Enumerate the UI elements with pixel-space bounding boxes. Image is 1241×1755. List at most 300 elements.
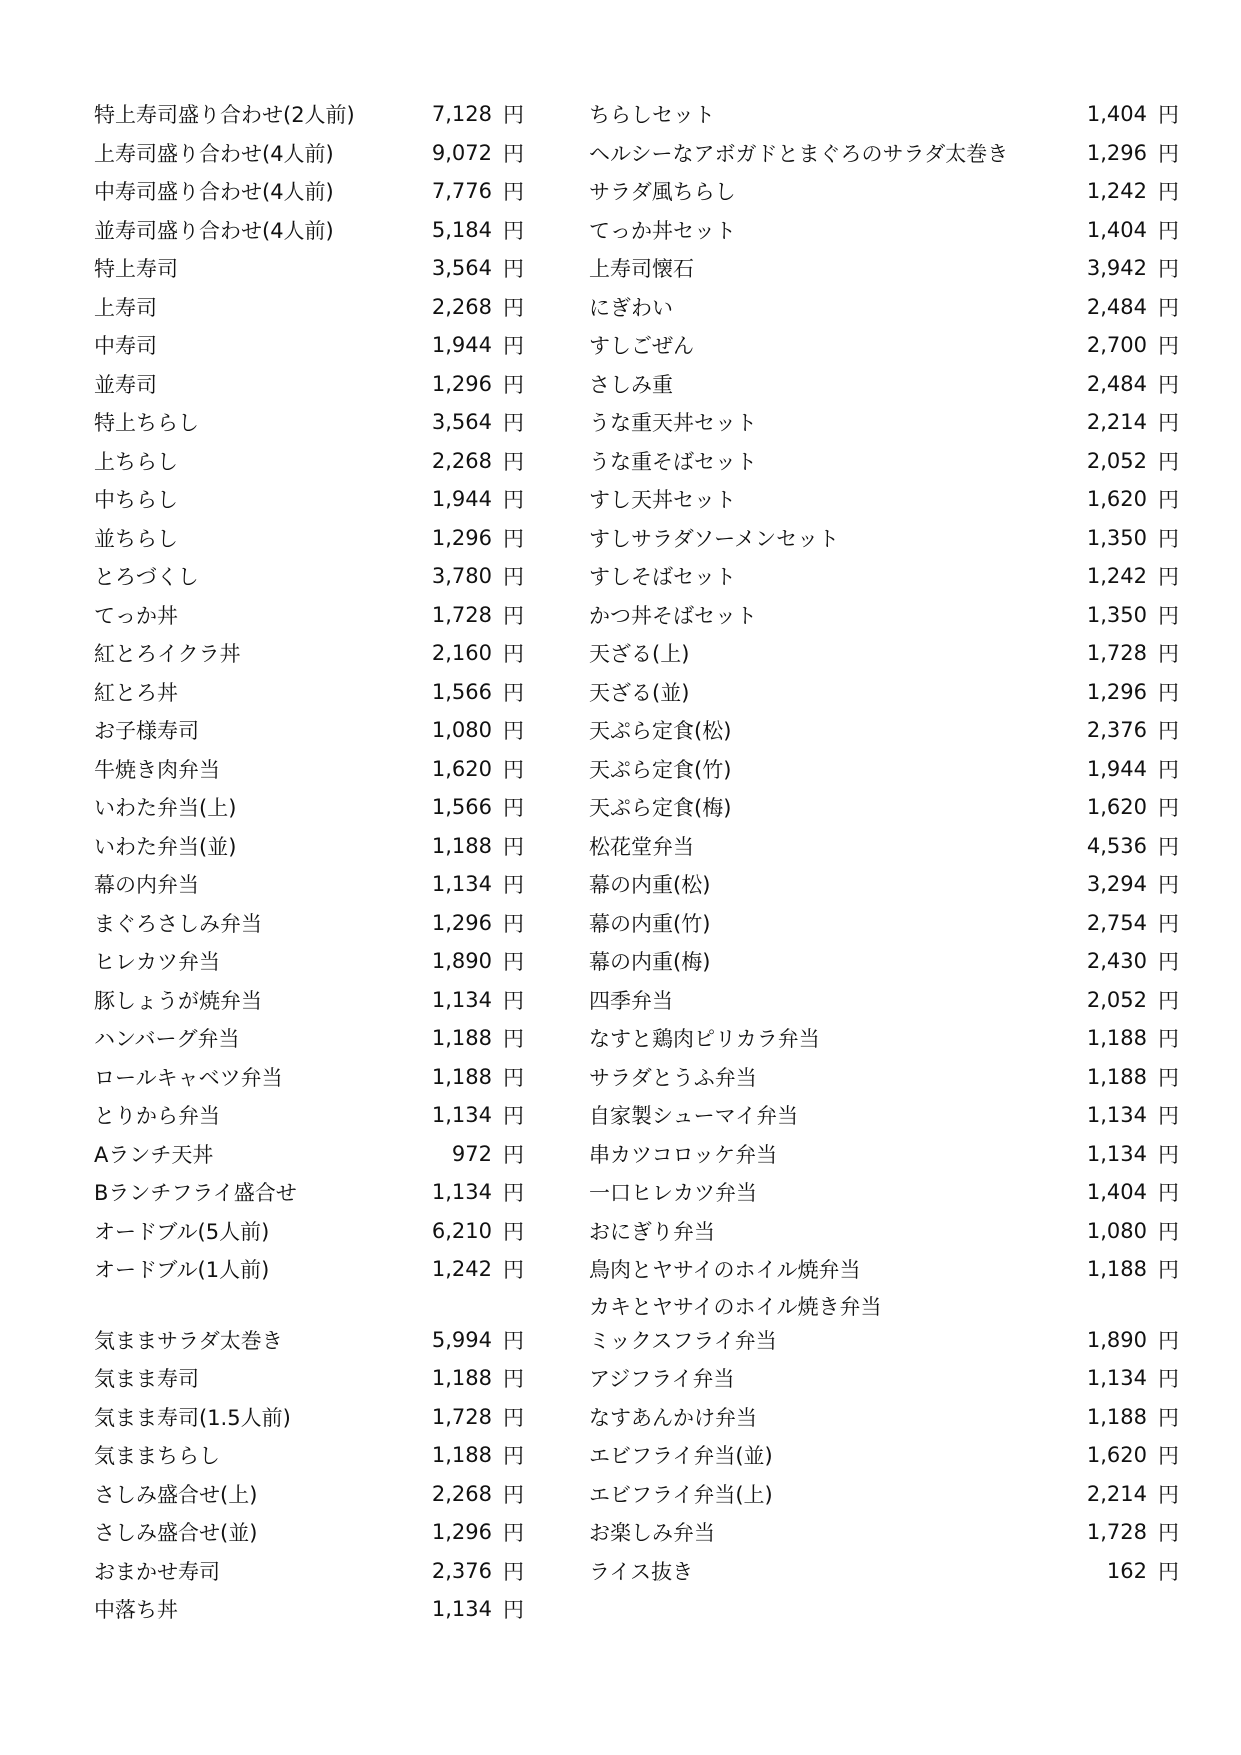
item-price: 7,128 bbox=[431, 102, 492, 127]
menu-item bbox=[94, 865, 524, 904]
currency-label: 円 bbox=[1158, 1559, 1179, 1584]
item-name: 特上ちらし bbox=[94, 411, 199, 436]
item-price: 1,188 bbox=[1086, 1064, 1147, 1089]
item-price: 2,484 bbox=[1086, 371, 1147, 396]
item-price: 1,620 bbox=[1086, 487, 1147, 512]
menu-item bbox=[94, 365, 524, 404]
currency-label: 円 bbox=[503, 719, 524, 744]
item-name: 天ざる(並) bbox=[589, 680, 690, 705]
item-name: ちらしセット bbox=[589, 103, 715, 128]
item-name: てっか丼セット bbox=[589, 218, 736, 243]
item-price: 1,620 bbox=[1086, 795, 1147, 820]
currency-label: 円 bbox=[503, 1328, 524, 1353]
menu-item bbox=[589, 673, 1179, 712]
menu-item bbox=[589, 827, 1179, 866]
item-name: かつ丼そばセット bbox=[589, 603, 757, 628]
currency-label: 円 bbox=[503, 950, 524, 975]
menu-item bbox=[589, 172, 1179, 211]
item-name: 特上寿司盛り合わせ(2人前) bbox=[94, 103, 355, 128]
currency-label: 円 bbox=[1158, 642, 1179, 667]
menu-item bbox=[94, 673, 524, 712]
item-name: エビフライ弁当(並) bbox=[589, 1444, 773, 1469]
menu-item-unpriced bbox=[589, 1289, 1179, 1321]
currency-label: 円 bbox=[503, 1598, 524, 1623]
item-name: いわた弁当(上) bbox=[94, 796, 237, 821]
item-name: 並寿司 bbox=[94, 372, 157, 397]
currency-label: 円 bbox=[1158, 1367, 1179, 1392]
item-name: 松花堂弁当 bbox=[589, 834, 694, 859]
menu-item bbox=[94, 981, 524, 1020]
menu-item bbox=[94, 326, 524, 365]
currency-label: 円 bbox=[503, 988, 524, 1013]
currency-label: 円 bbox=[1158, 103, 1179, 128]
item-price: 1,350 bbox=[1086, 525, 1147, 550]
item-price: 1,242 bbox=[1086, 564, 1147, 589]
item-name: 上ちらし bbox=[94, 449, 178, 474]
currency-label: 円 bbox=[503, 449, 524, 474]
item-price: 1,404 bbox=[1086, 102, 1147, 127]
right-group-1 bbox=[589, 95, 1179, 1289]
item-name: ヘルシーなアボガドとまぐろのサラダ太巻き bbox=[589, 141, 1009, 166]
item-price: 1,080 bbox=[1086, 1218, 1147, 1243]
currency-label: 円 bbox=[503, 257, 524, 282]
item-price: 2,430 bbox=[1086, 949, 1147, 974]
currency-label: 円 bbox=[1158, 950, 1179, 975]
currency-label: 円 bbox=[503, 873, 524, 898]
currency-label: 円 bbox=[503, 526, 524, 551]
menu-item bbox=[94, 750, 524, 789]
menu-item bbox=[589, 1212, 1179, 1251]
item-price: 2,052 bbox=[1086, 987, 1147, 1012]
item-name: うな重天丼セット bbox=[589, 411, 757, 436]
menu-item bbox=[589, 788, 1179, 827]
currency-label: 円 bbox=[503, 911, 524, 936]
item-price: 1,296 bbox=[431, 910, 492, 935]
item-name: 四季弁当 bbox=[589, 988, 673, 1013]
currency-label: 円 bbox=[1158, 1258, 1179, 1283]
menu-item bbox=[94, 1019, 524, 1058]
item-name: にぎわい bbox=[589, 295, 673, 320]
item-name: 幕の内重(松) bbox=[589, 873, 711, 898]
item-name: 並寿司盛り合わせ(4人前) bbox=[94, 218, 334, 243]
item-price: 1,296 bbox=[1086, 140, 1147, 165]
menu-item bbox=[94, 711, 524, 750]
item-price: 1,242 bbox=[431, 1257, 492, 1282]
menu-item bbox=[589, 1173, 1179, 1212]
menu-item bbox=[94, 1173, 524, 1212]
currency-label: 円 bbox=[1158, 180, 1179, 205]
item-name: すしそばセット bbox=[589, 565, 736, 590]
currency-label: 円 bbox=[1158, 565, 1179, 590]
currency-label: 円 bbox=[503, 1219, 524, 1244]
right-menu-column bbox=[589, 95, 1179, 1590]
item-price: 162 bbox=[1106, 1558, 1147, 1583]
item-price: 1,890 bbox=[1086, 1327, 1147, 1352]
item-name: おにぎり弁当 bbox=[589, 1219, 715, 1244]
item-price: 1,134 bbox=[1086, 1103, 1147, 1128]
item-price: 1,134 bbox=[431, 1180, 492, 1205]
currency-label: 円 bbox=[1158, 1219, 1179, 1244]
item-price: 1,188 bbox=[1086, 1257, 1147, 1282]
right-group-2 bbox=[589, 1321, 1179, 1591]
item-price: 1,188 bbox=[1086, 1404, 1147, 1429]
item-name: 串カツコロッケ弁当 bbox=[589, 1142, 778, 1167]
item-price: 1,296 bbox=[431, 525, 492, 550]
currency-label: 円 bbox=[503, 295, 524, 320]
item-name: オードブル(1人前) bbox=[94, 1258, 270, 1283]
item-name: 上寿司懐石 bbox=[589, 257, 694, 282]
item-name: 中ちらし bbox=[94, 488, 178, 513]
currency-label: 円 bbox=[1158, 603, 1179, 628]
currency-label: 円 bbox=[503, 642, 524, 667]
item-price: 1,620 bbox=[1086, 1443, 1147, 1468]
menu-item bbox=[94, 249, 524, 288]
item-name: すし天丼セット bbox=[589, 488, 736, 513]
currency-label: 円 bbox=[1158, 526, 1179, 551]
currency-label: 円 bbox=[1158, 218, 1179, 243]
currency-label: 円 bbox=[503, 334, 524, 359]
item-price: 5,994 bbox=[431, 1327, 492, 1352]
item-price: 2,700 bbox=[1086, 333, 1147, 358]
left-group-2 bbox=[94, 1321, 524, 1629]
item-name: 中寿司盛り合わせ(4人前) bbox=[94, 180, 334, 205]
item-name: サラダ風ちらし bbox=[589, 180, 736, 205]
menu-item bbox=[589, 1359, 1179, 1398]
currency-label: 円 bbox=[503, 1482, 524, 1507]
item-price: 1,944 bbox=[431, 487, 492, 512]
item-name: まぐろさしみ弁当 bbox=[94, 911, 262, 936]
currency-label: 円 bbox=[1158, 257, 1179, 282]
item-price: 2,052 bbox=[1086, 448, 1147, 473]
item-price: 2,484 bbox=[1086, 294, 1147, 319]
item-name: Aランチ天丼 bbox=[94, 1142, 214, 1167]
currency-label: 円 bbox=[1158, 796, 1179, 821]
menu-item bbox=[94, 288, 524, 327]
item-name: 天ざる(上) bbox=[589, 642, 690, 667]
item-price: 1,188 bbox=[431, 1366, 492, 1391]
currency-label: 円 bbox=[503, 796, 524, 821]
currency-label: 円 bbox=[1158, 719, 1179, 744]
item-price: 2,376 bbox=[431, 1558, 492, 1583]
currency-label: 円 bbox=[503, 1027, 524, 1052]
currency-label: 円 bbox=[1158, 295, 1179, 320]
item-price: 1,404 bbox=[1086, 217, 1147, 242]
item-price: 1,134 bbox=[431, 1597, 492, 1622]
menu-item bbox=[589, 326, 1179, 365]
currency-label: 円 bbox=[1158, 873, 1179, 898]
item-price: 1,188 bbox=[431, 1064, 492, 1089]
currency-label: 円 bbox=[1158, 334, 1179, 359]
item-name: うな重そばセット bbox=[589, 449, 757, 474]
item-name: カキとヤサイのホイル焼き弁当 bbox=[589, 1294, 882, 1319]
item-price: 1,296 bbox=[431, 371, 492, 396]
item-name: 自家製シューマイ弁当 bbox=[589, 1104, 799, 1129]
item-price: 1,566 bbox=[431, 795, 492, 820]
menu-item bbox=[589, 1513, 1179, 1552]
item-price: 2,160 bbox=[431, 641, 492, 666]
menu-item bbox=[589, 557, 1179, 596]
item-name: 気まま寿司 bbox=[94, 1367, 199, 1392]
item-price: 5,184 bbox=[431, 217, 492, 242]
item-price: 2,754 bbox=[1086, 910, 1147, 935]
currency-label: 円 bbox=[503, 680, 524, 705]
menu-item bbox=[94, 1475, 524, 1514]
item-price: 1,242 bbox=[1086, 179, 1147, 204]
item-price: 1,134 bbox=[1086, 1366, 1147, 1391]
menu-item bbox=[589, 981, 1179, 1020]
item-price: 1,728 bbox=[1086, 641, 1147, 666]
currency-label: 円 bbox=[503, 488, 524, 513]
item-price: 1,134 bbox=[431, 1103, 492, 1128]
item-name: いわた弁当(並) bbox=[94, 834, 237, 859]
menu-item bbox=[94, 172, 524, 211]
menu-item bbox=[589, 480, 1179, 519]
currency-label: 円 bbox=[1158, 488, 1179, 513]
item-name: ミックスフライ弁当 bbox=[589, 1328, 777, 1353]
menu-item bbox=[94, 1436, 524, 1475]
menu-item bbox=[589, 750, 1179, 789]
item-name: 幕の内重(竹) bbox=[589, 911, 711, 936]
menu-item bbox=[94, 1135, 524, 1174]
item-price: 2,268 bbox=[431, 294, 492, 319]
menu-item bbox=[589, 634, 1179, 673]
item-name: ハンバーグ弁当 bbox=[94, 1027, 240, 1052]
item-price: 1,188 bbox=[431, 1443, 492, 1468]
item-name: 紅とろ丼 bbox=[94, 680, 178, 705]
menu-item bbox=[589, 1250, 1179, 1289]
currency-label: 円 bbox=[1158, 1181, 1179, 1206]
item-name: てっか丼 bbox=[94, 603, 178, 628]
item-name: ライス抜き bbox=[589, 1559, 694, 1584]
item-price: 3,564 bbox=[431, 256, 492, 281]
menu-item bbox=[94, 1398, 524, 1437]
currency-label: 円 bbox=[1158, 1328, 1179, 1353]
item-price: 1,566 bbox=[431, 679, 492, 704]
menu-item bbox=[589, 711, 1179, 750]
item-name: ヒレカツ弁当 bbox=[94, 950, 220, 975]
menu-item bbox=[94, 134, 524, 173]
item-price: 1,404 bbox=[1086, 1180, 1147, 1205]
item-name: 牛焼き肉弁当 bbox=[94, 757, 220, 782]
item-name: 中落ち丼 bbox=[94, 1598, 178, 1623]
currency-label: 円 bbox=[1158, 1482, 1179, 1507]
item-price: 1,728 bbox=[431, 1404, 492, 1429]
item-name: さしみ盛合せ(上) bbox=[94, 1482, 258, 1507]
item-name: すしごぜん bbox=[589, 334, 694, 359]
menu-item bbox=[589, 249, 1179, 288]
item-price: 1,728 bbox=[1086, 1520, 1147, 1545]
currency-label: 円 bbox=[503, 180, 524, 205]
item-name: とろづくし bbox=[94, 565, 199, 590]
item-name: オードブル(5人前) bbox=[94, 1219, 270, 1244]
item-name: サラダとうふ弁当 bbox=[589, 1065, 757, 1090]
currency-label: 円 bbox=[1158, 1444, 1179, 1469]
menu-item bbox=[94, 788, 524, 827]
menu-item bbox=[589, 1135, 1179, 1174]
item-price: 1,944 bbox=[431, 333, 492, 358]
menu-item bbox=[589, 904, 1179, 943]
menu-item bbox=[589, 1058, 1179, 1097]
item-price: 1,188 bbox=[431, 833, 492, 858]
menu-item bbox=[94, 1590, 524, 1629]
menu-item bbox=[94, 1250, 524, 1289]
menu-item bbox=[94, 827, 524, 866]
currency-label: 円 bbox=[503, 1065, 524, 1090]
item-name: とりから弁当 bbox=[94, 1104, 220, 1129]
menu-item bbox=[94, 1321, 524, 1360]
menu-item bbox=[589, 1096, 1179, 1135]
currency-label: 円 bbox=[1158, 680, 1179, 705]
item-price: 1,296 bbox=[431, 1520, 492, 1545]
menu-item bbox=[94, 1212, 524, 1251]
menu-item bbox=[94, 480, 524, 519]
menu-item bbox=[94, 95, 524, 134]
item-name: 上寿司盛り合わせ(4人前) bbox=[94, 141, 334, 166]
currency-label: 円 bbox=[503, 757, 524, 782]
menu-item bbox=[94, 557, 524, 596]
item-name: アジフライ弁当 bbox=[589, 1367, 735, 1392]
item-name: 天ぷら定食(梅) bbox=[589, 796, 732, 821]
currency-label: 円 bbox=[503, 103, 524, 128]
item-name: 一口ヒレカツ弁当 bbox=[589, 1181, 757, 1206]
item-price: 1,296 bbox=[1086, 679, 1147, 704]
item-name: 特上寿司 bbox=[94, 257, 178, 282]
menu-item bbox=[589, 596, 1179, 635]
currency-label: 円 bbox=[1158, 834, 1179, 859]
menu-item bbox=[94, 596, 524, 635]
item-price: 9,072 bbox=[431, 140, 492, 165]
menu-item bbox=[589, 519, 1179, 558]
currency-label: 円 bbox=[1158, 1142, 1179, 1167]
item-name: Bランチフライ盛合せ bbox=[94, 1181, 297, 1206]
item-price: 3,780 bbox=[431, 564, 492, 589]
item-name: さしみ盛合せ(並) bbox=[94, 1521, 258, 1546]
item-name: 幕の内弁当 bbox=[94, 873, 199, 898]
menu-item bbox=[589, 442, 1179, 481]
currency-label: 円 bbox=[503, 565, 524, 590]
item-price: 1,188 bbox=[1086, 1026, 1147, 1051]
menu-item bbox=[94, 211, 524, 250]
left-group-1 bbox=[94, 95, 524, 1289]
menu-item bbox=[589, 942, 1179, 981]
item-name: 気ままちらし bbox=[94, 1444, 220, 1469]
menu-item bbox=[589, 1475, 1179, 1514]
currency-label: 円 bbox=[503, 603, 524, 628]
currency-label: 円 bbox=[1158, 911, 1179, 936]
item-name: おまかせ寿司 bbox=[94, 1559, 220, 1584]
currency-label: 円 bbox=[1158, 1405, 1179, 1430]
item-price: 1,728 bbox=[431, 602, 492, 627]
item-name: お子様寿司 bbox=[94, 719, 199, 744]
item-price: 2,214 bbox=[1086, 410, 1147, 435]
item-price: 3,564 bbox=[431, 410, 492, 435]
menu-item bbox=[589, 403, 1179, 442]
item-name: 中寿司 bbox=[94, 334, 157, 359]
menu-item bbox=[94, 403, 524, 442]
menu-item bbox=[94, 1513, 524, 1552]
item-price: 1,890 bbox=[431, 949, 492, 974]
menu-item bbox=[589, 211, 1179, 250]
item-name: 豚しょうが焼弁当 bbox=[94, 988, 262, 1013]
item-name: すしサラダソーメンセット bbox=[589, 526, 840, 551]
left-menu-column bbox=[94, 95, 524, 1629]
item-price: 4,536 bbox=[1086, 833, 1147, 858]
item-price: 6,210 bbox=[431, 1218, 492, 1243]
item-name: お楽しみ弁当 bbox=[589, 1521, 715, 1546]
item-price: 1,080 bbox=[431, 718, 492, 743]
menu-item bbox=[589, 1552, 1179, 1591]
currency-label: 円 bbox=[1158, 1104, 1179, 1129]
menu-item bbox=[589, 95, 1179, 134]
currency-label: 円 bbox=[503, 834, 524, 859]
item-price: 1,944 bbox=[1086, 756, 1147, 781]
currency-label: 円 bbox=[503, 1444, 524, 1469]
item-price: 2,214 bbox=[1086, 1481, 1147, 1506]
currency-label: 円 bbox=[503, 141, 524, 166]
currency-label: 円 bbox=[503, 1367, 524, 1392]
menu-item bbox=[94, 904, 524, 943]
item-price: 1,134 bbox=[431, 987, 492, 1012]
item-name: 気ままサラダ太巻き bbox=[94, 1328, 283, 1353]
currency-label: 円 bbox=[503, 1559, 524, 1584]
menu-item bbox=[589, 134, 1179, 173]
item-price: 1,134 bbox=[431, 872, 492, 897]
menu-item bbox=[589, 1321, 1179, 1360]
currency-label: 円 bbox=[1158, 411, 1179, 436]
menu-item bbox=[589, 865, 1179, 904]
item-name: なすと鶏肉ピリカラ弁当 bbox=[589, 1027, 820, 1052]
currency-label: 円 bbox=[503, 411, 524, 436]
menu-item bbox=[589, 365, 1179, 404]
item-name: 鳥肉とヤサイのホイル焼弁当 bbox=[589, 1258, 861, 1283]
item-name: 天ぷら定食(松) bbox=[589, 719, 732, 744]
item-name: エビフライ弁当(上) bbox=[589, 1482, 773, 1507]
menu-item bbox=[589, 1019, 1179, 1058]
menu-item bbox=[94, 519, 524, 558]
currency-label: 円 bbox=[503, 1181, 524, 1206]
currency-label: 円 bbox=[503, 1405, 524, 1430]
menu-item bbox=[94, 1096, 524, 1135]
item-price: 1,350 bbox=[1086, 602, 1147, 627]
currency-label: 円 bbox=[1158, 449, 1179, 474]
menu-item bbox=[589, 1436, 1179, 1475]
menu-item bbox=[94, 1359, 524, 1398]
item-price: 3,942 bbox=[1086, 256, 1147, 281]
menu-item bbox=[94, 1058, 524, 1097]
currency-label: 円 bbox=[1158, 757, 1179, 782]
item-name: 気まま寿司(1.5人前) bbox=[94, 1405, 291, 1430]
item-price: 972 bbox=[451, 1141, 492, 1166]
item-price: 1,134 bbox=[1086, 1141, 1147, 1166]
currency-label: 円 bbox=[503, 1104, 524, 1129]
item-price: 7,776 bbox=[431, 179, 492, 204]
item-price: 1,188 bbox=[431, 1026, 492, 1051]
item-name: 上寿司 bbox=[94, 295, 157, 320]
item-name: さしみ重 bbox=[589, 372, 673, 397]
menu-item bbox=[589, 1398, 1179, 1437]
menu-item bbox=[94, 442, 524, 481]
currency-label: 円 bbox=[1158, 1027, 1179, 1052]
item-price: 3,294 bbox=[1086, 872, 1147, 897]
item-name: 紅とろイクラ丼 bbox=[94, 642, 241, 667]
currency-label: 円 bbox=[503, 1142, 524, 1167]
item-name: 天ぷら定食(竹) bbox=[589, 757, 732, 782]
currency-label: 円 bbox=[1158, 141, 1179, 166]
currency-label: 円 bbox=[1158, 1521, 1179, 1546]
item-price: 2,376 bbox=[1086, 718, 1147, 743]
currency-label: 円 bbox=[1158, 1065, 1179, 1090]
currency-label: 円 bbox=[503, 218, 524, 243]
